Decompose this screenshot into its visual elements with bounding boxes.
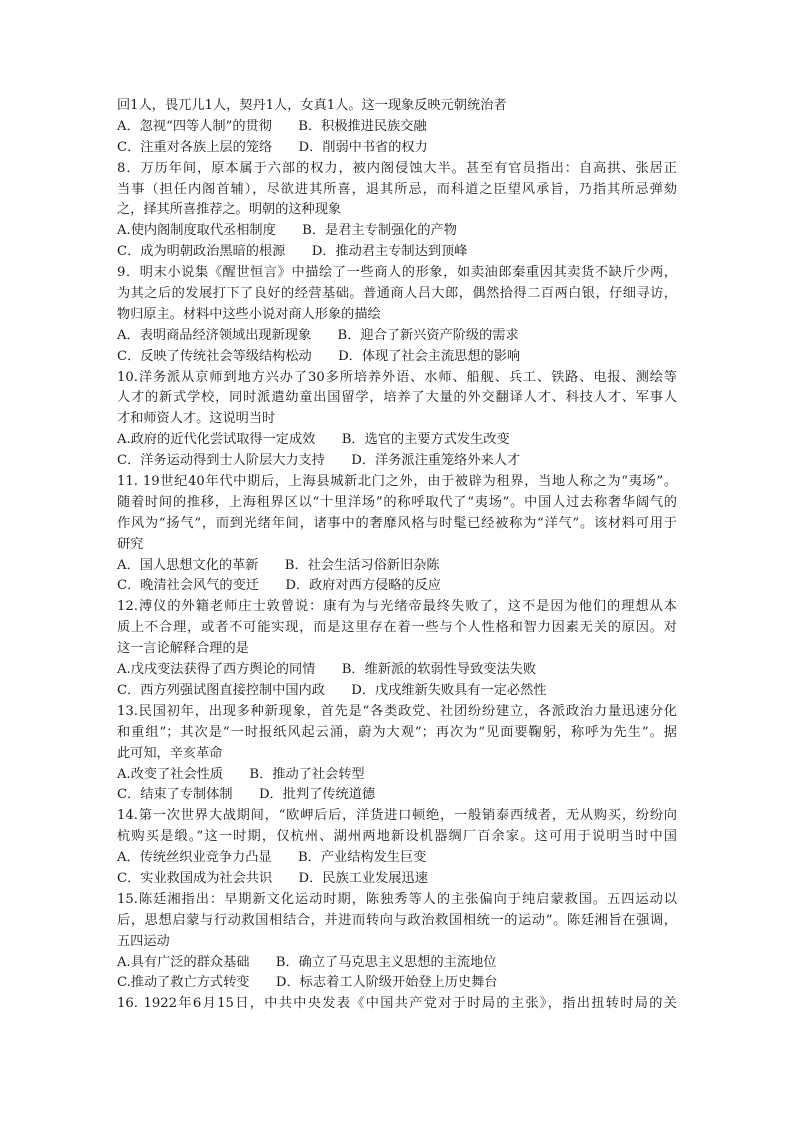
text-line: 研究 [117,536,144,552]
option-line: A．表明商品经济领域出现新现象 B．迎合了新兴资产阶级的需求 [117,327,519,343]
question-15-stem: 15.陈廷湘指出：早期新文化运动时期，陈独秀等人的主张偏向于纯启蒙救国。五四运动以 [117,891,677,907]
option-line: C．洋务运动得到士人阶层大力支持 D．洋务派注重笼络外来人才 [117,453,521,469]
option-line: C．西方列强试图直接控制中国内政 D．戊戌维新失败具有一定必然性 [117,682,547,698]
option-line: A.使内阁制度取代丞相制度 B．是君主专制强化的产物 [117,223,457,239]
document-page [117,96,677,1015]
text-line: 为其之后的发展打下了良好的经营基础。普通商人吕大郎，偶然拾得二百两白银，仔细寻访， [117,286,677,302]
text-line: 回1人，畏兀儿1人，契丹1人，女真1人。这一现象反映元朝统治者 [117,98,507,113]
text-line: 质上不合理，或者不可能实现，而是这里存在着一些与个人性格和智力因素无关的原因。对 [117,620,677,636]
text-line: 后，思想启蒙与行动救国相结合，并进而转向与政治救国相统一的运动”。陈廷湘旨在强调， [117,912,677,928]
text-line: 当事（担任内阁首辅），尽欲进其所喜，退其所忌，而科道之臣望风承旨，乃指其所忌弹劾 [117,181,677,197]
question-10-stem: 10.洋务派从京师到地方兴办了30多所培养外语、水师、船舰、兵工、铁路、电报、测绘等 [117,369,677,385]
option-line: A.戊戌变法获得了西方舆论的同情 B．维新派的软弱性导致变法失败 [117,662,537,678]
text-line: 人才的新式学校，同时派遣幼童出国留学，培养了大量的外交翻译人才、科技人才、军事人 [117,390,677,406]
text-line: 此可知，辛亥革命 [117,745,223,761]
text-line: 这一言论解释合理的是 [117,641,249,657]
option-line: C．成为明朝政治黑暗的根源 D．推动君主专制达到顶峰 [117,244,468,260]
text-line: 随着时间的推移，上海租界区以“十里洋场”的称呼取代了“夷场”。中国人过去称奢华阔气的 [117,494,677,510]
option-line: C．反映了传统社会等级结构松动 D．体现了社会主流思想的影响 [117,348,521,364]
option-line: C.推动了救亡方式转变 D．标志着工人阶级开始登上历史舞台 [117,975,498,991]
option-line: A．忽视“四等人制”的贯彻 B．积极推进民族交融 [117,118,427,134]
option-line: A.改变了社会性质 B．推动了社会转型 [117,766,365,782]
text-line: 才和师资人才。这说明当时 [117,411,276,427]
question-8-stem: 8．万历年间，原本属于六部的权力，被内阁侵蚀大半。甚至有官员指出：自高拱、张居正 [117,160,677,176]
question-16-stem: 16. 1922年6月15日，中共中央发表《中国共产党对于时局的主张》，指出扭转时局的关 [117,996,677,1012]
option-line: C．实业救国成为社会共识 D．民族工业发展迅速 [117,870,428,886]
question-13-stem: 13.民国初年，出现多种新现象，首先是“各类政党、社团纷纷建立，各派政治力量迅速分化 [117,703,677,719]
text-line: 之，择其所喜推荐之。明朝的这种现象 [117,202,342,218]
question-14-stem: 14.第一次世界大战期间，“欧岬后后，洋货进口顿绝，一般销泰西绒者，无从购买，纷纷向 [117,808,677,824]
text-line: 杭购买是缎。”这一时期，仅杭州、湖州两地新设机器绸厂百余家。这可用于说明当时中国 [117,829,677,845]
option-line: A.政府的近代化尝试取得一定成效 B．选官的主要方式发生改变 [117,432,510,448]
option-line: C．晚清社会风气的变迁 D．政府对西方侵略的反应 [117,578,441,594]
question-12-stem: 12.溥仪的外籍老师庄士敦曾说：康有为与光绪帝最终失败了，这不是因为他们的理想从本 [117,599,677,615]
text-line: 五四运动 [117,933,170,949]
option-line: A．国人思想文化的革新 B．社会生活习俗新旧杂陈 [117,557,440,573]
text-line: 物归原主。材料中这些小说对商人形象的描绘 [117,306,381,322]
text-line: 作风为“扬气”，而到光绪年间，诸事中的奢靡风格与时髦已经被称为“洋气”。该材料可用于 [117,515,677,531]
option-line: C．注重对各族上层的笼络 D．削弱中书省的权力 [117,139,428,155]
option-line: A.具有广泛的群众基础 B．确立了马克思主义思想的主流地位 [117,954,497,970]
option-line: A．传统丝织业竞争力凸显 B．产业结构发生巨变 [117,850,427,866]
text-line: 和重组”；其次是“一时报纸风起云涌，蔚为大观”；再次为“见面要鞠躬，称呼为先生”。据 [117,724,677,740]
option-line: C．结束了专制体制 D．批判了传统道德 [117,787,376,803]
question-9-stem: 9．明末小说集《醒世恒言》中描绘了一些商人的形象，如卖油郎秦重因其卖货不缺斤少两， [117,265,677,281]
question-11-stem: 11. 19世纪40年代中期后，上海县城新北门之外，由于被辟为租界，当地人称之为“夷场”。 [117,474,677,490]
